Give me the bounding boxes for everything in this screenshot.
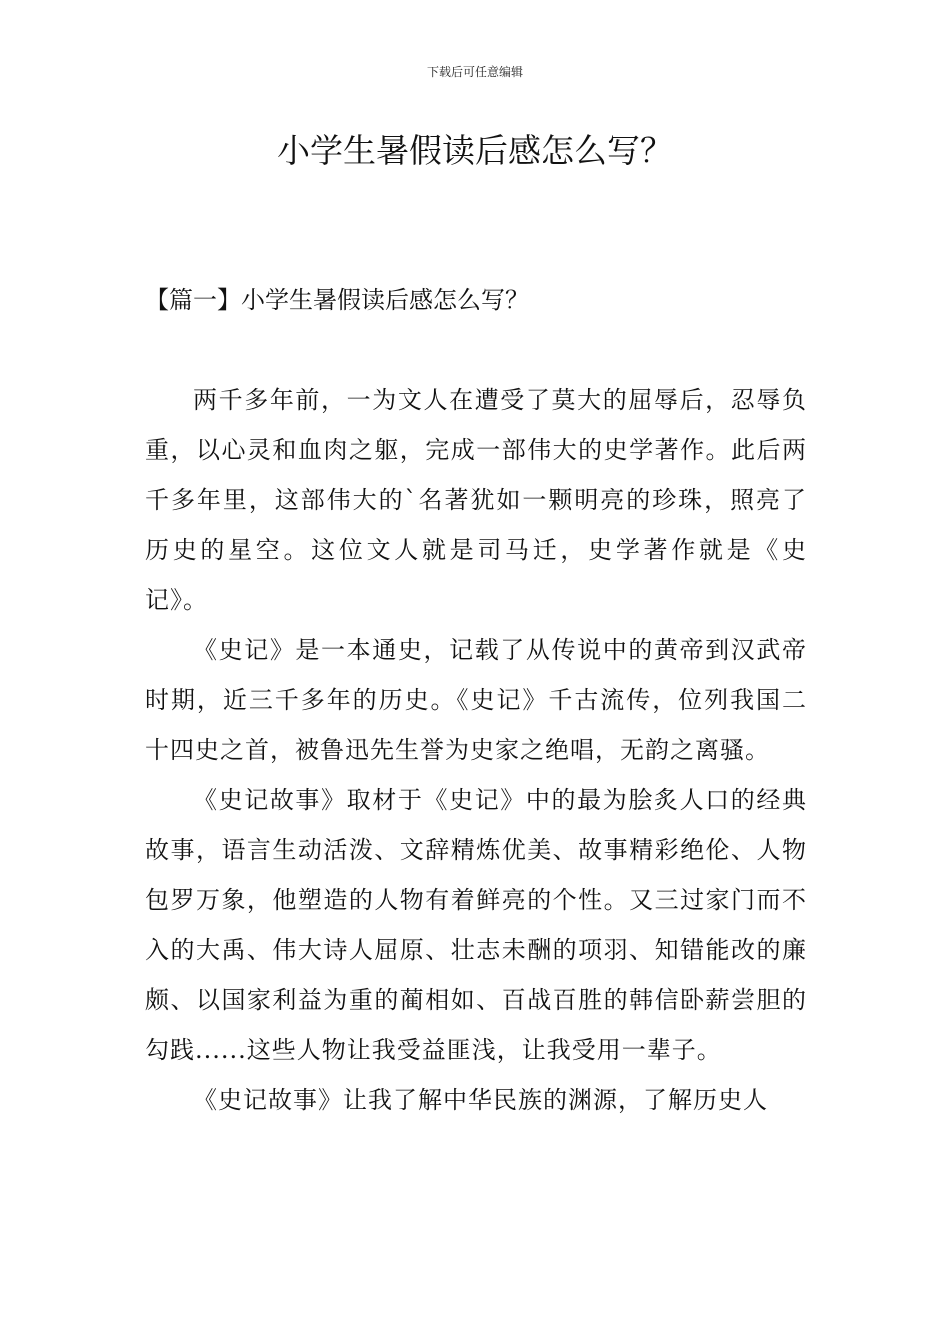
section-heading: 【篇一】小学生暑假读后感怎么写？ [145,286,529,314]
paragraph: 《史记故事》取材于《史记》中的最为脍炙人口的经典故事，语言生动活泼、文辞精炼优美、故事精彩绝伦、人物包罗万象，他塑造的人物有着鲜亮的个性。又三过家门而不入的大禹、伟大诗人屈原、壮志未酬的项羽、知错能改的廉颇、以国家利益为重的蔺相如、百战百胜的韩信卧薪尝胆的勾践......这些人物让我受益匪浅，让我受用一辈子。 [145,786,807,1064]
paragraph: 两千多年前，一为文人在遭受了莫大的屈辱后，忍辱负重，以心灵和血肉之躯，完成一部伟大的史学著作。此后两千多年里，这部伟大的`名著犹如一颗明亮的珍珠，照亮了历史的星空。这位文人就是司马迁，史学著作就是《史记》。 [145,386,807,614]
paragraph: 《史记》是一本通史，记载了从传说中的黄帝到汉武帝时期，近三千多年的历史。《史记》千古流传，位列我国二十四史之首，被鲁迅先生誉为史家之绝唱，无韵之离骚。 [145,636,807,764]
download-note: 下载后可任意编辑 [426,65,523,79]
body-text [145,375,807,1125]
paragraph: 《史记故事》让我了解中华民族的渊源，了解历史人 [193,1086,768,1114]
document-title: 小学生暑假读后感怎么写？ [277,131,673,170]
